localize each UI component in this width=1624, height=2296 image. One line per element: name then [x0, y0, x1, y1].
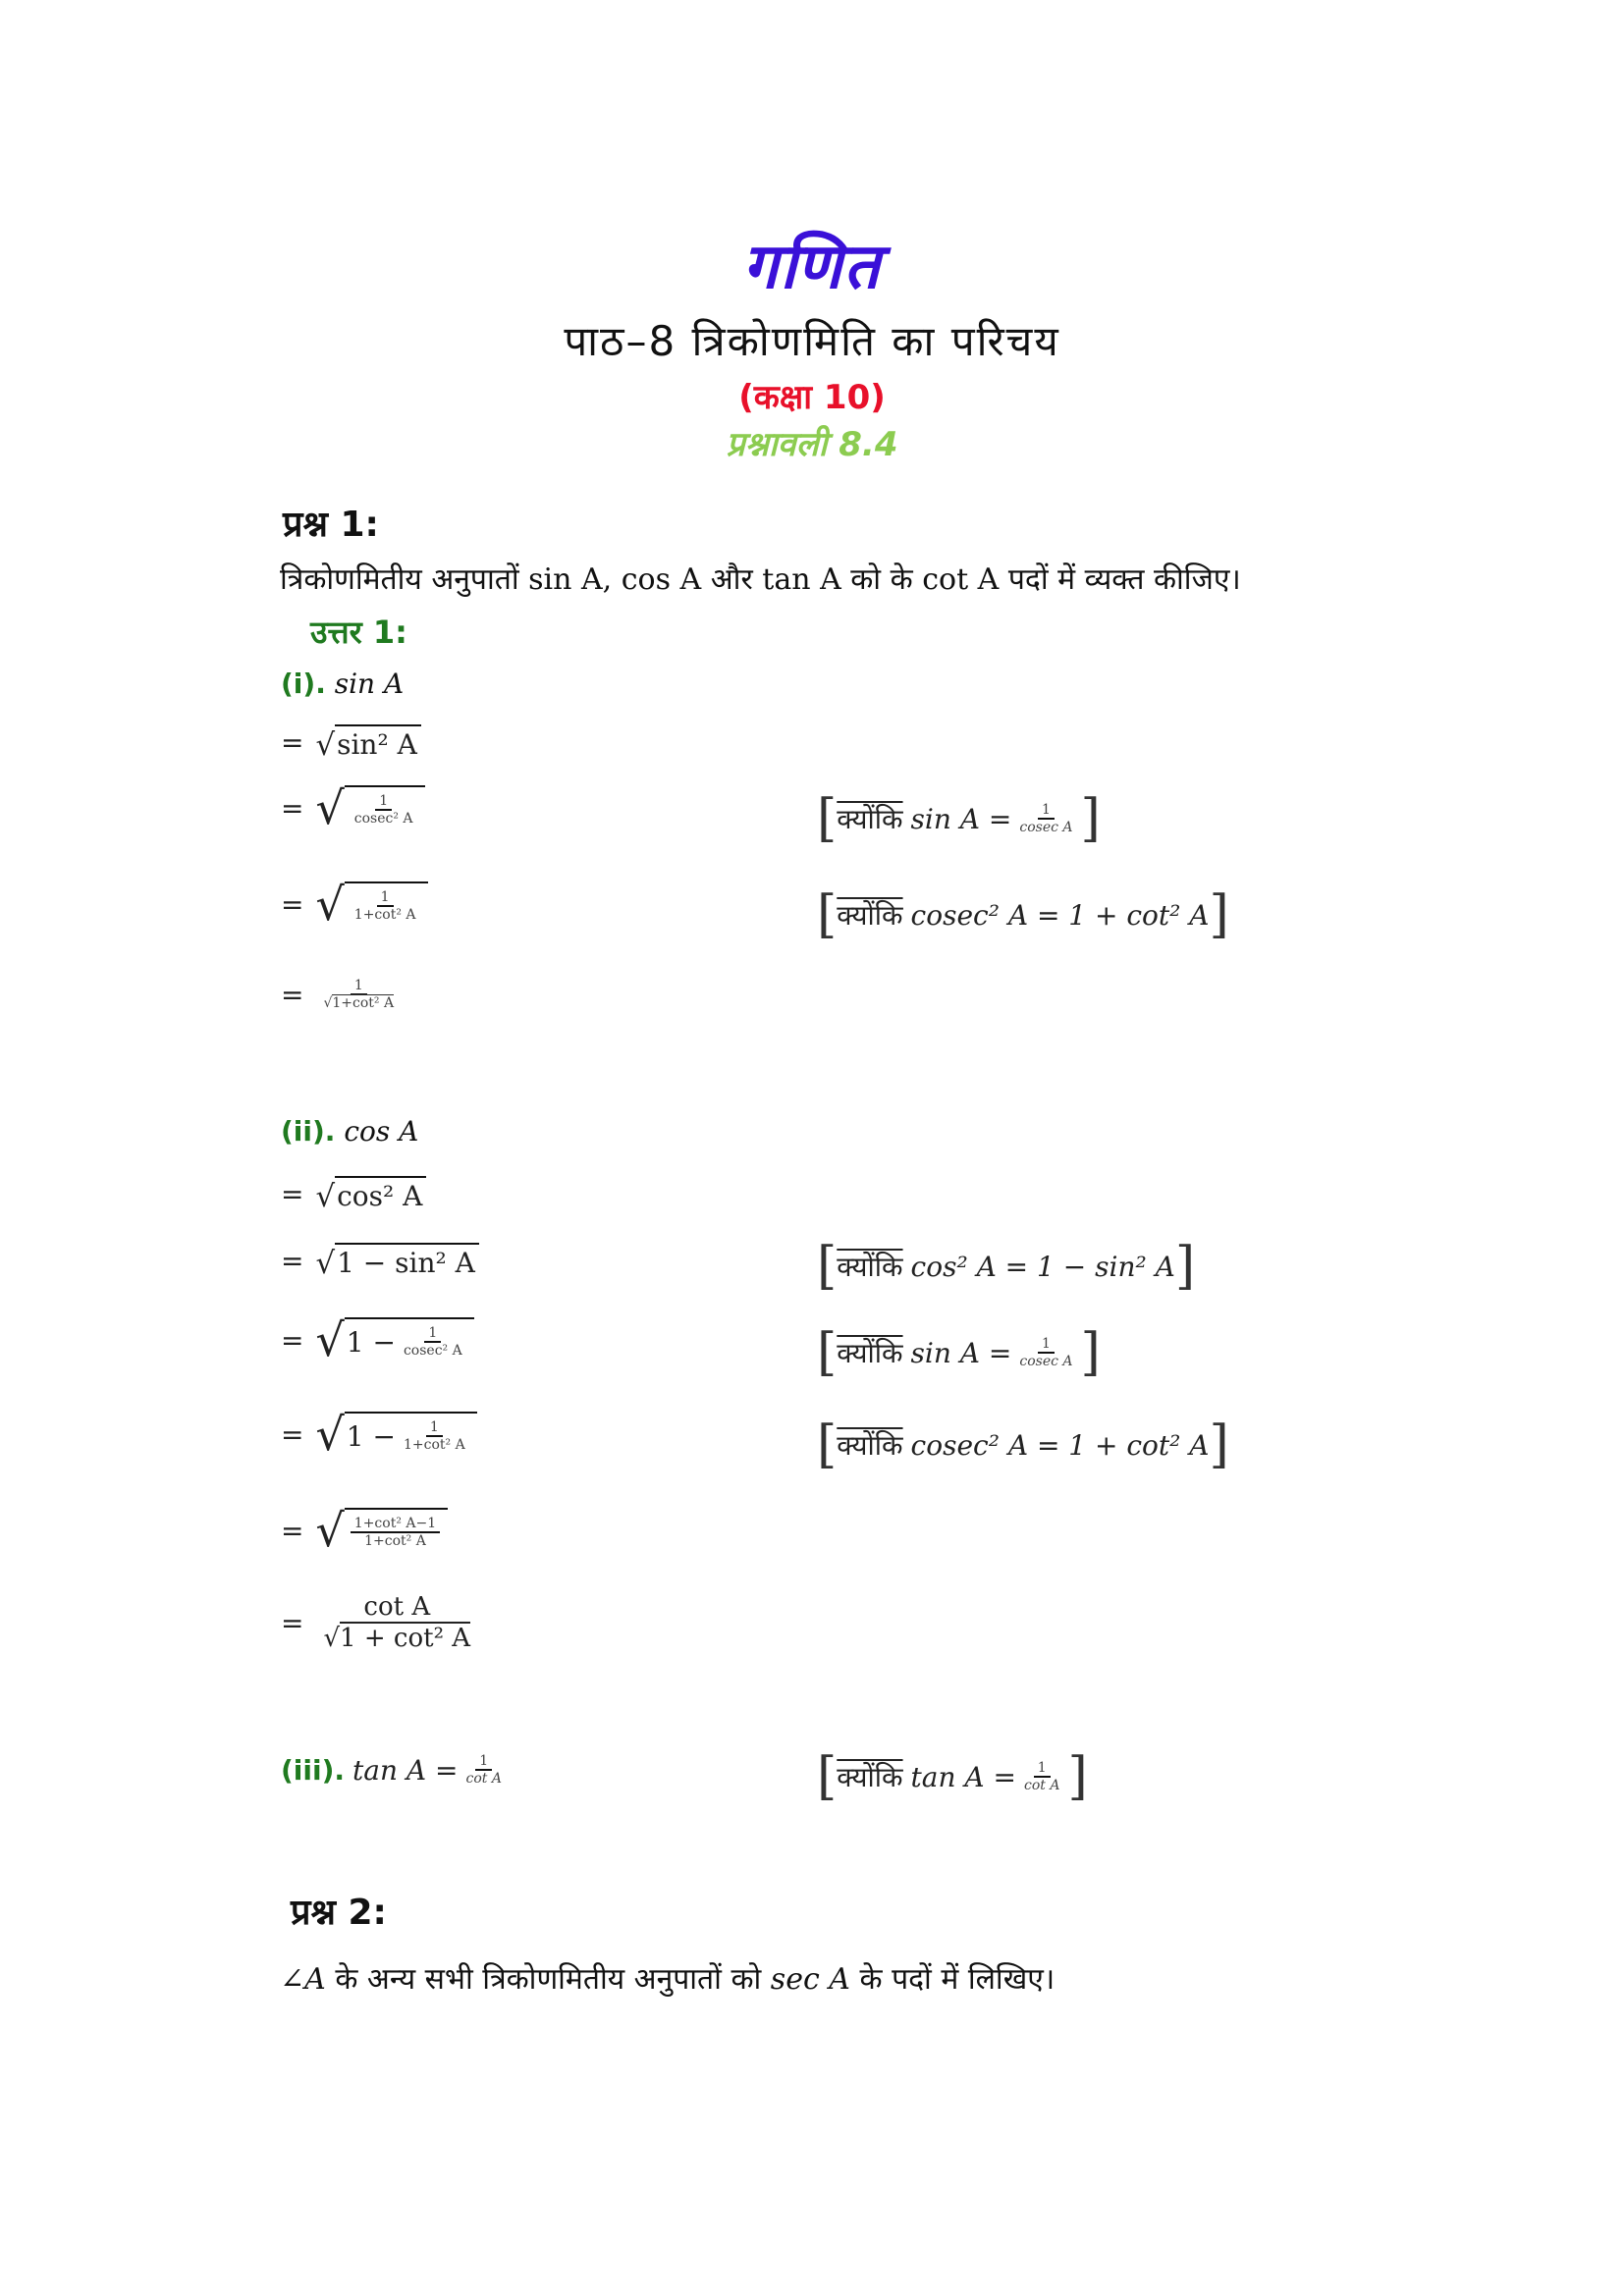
equals-sign: =: [281, 726, 304, 759]
denominator: cosec A: [1019, 820, 1073, 835]
reason-expr: cosec² A = 1 + cot² A: [910, 898, 1210, 932]
radical-sign: √: [315, 1313, 345, 1366]
radical-sign: √: [315, 1179, 336, 1215]
equals-sign: =: [281, 887, 304, 921]
q1-text-b: को के: [840, 562, 923, 597]
denominator: 1+cot² A: [353, 907, 416, 923]
reason-expr: sin A =: [910, 1336, 1012, 1369]
q1-cotA: cot A: [922, 562, 1000, 597]
class-label: (कक्षा 10): [738, 378, 886, 417]
radicand: 1+cot² A: [332, 995, 395, 1011]
reason-expr: cosec² A = 1 + cot² A: [910, 1428, 1210, 1462]
denominator: cot A: [465, 1771, 502, 1787]
chapter-title: पाठ–8 त्रिकोणमिति का परिचय: [564, 317, 1060, 365]
part-i-heading: [281, 667, 404, 700]
part-ii-step-2: [281, 1243, 479, 1282]
question-2-heading: प्रश्न 2:: [291, 1893, 387, 1933]
part-i-expr: sin A: [334, 667, 405, 700]
numerator: 1: [1038, 802, 1055, 820]
part-ii-expr: cos A: [344, 1115, 419, 1148]
sqrt: [315, 724, 420, 764]
angle-A: ∠A: [280, 1962, 326, 1997]
left-bracket: [: [817, 789, 838, 848]
denominator: cosec² A: [403, 1343, 462, 1359]
part-ii-step-4: [281, 1408, 477, 1461]
reason-i-3: [817, 885, 1229, 944]
reason-i-2: [817, 789, 1101, 848]
exercise-label: प्रश्नावली 8.4: [726, 425, 898, 464]
part-ii-step-1: [281, 1176, 426, 1215]
answer-1-heading: उत्तर 1:: [310, 614, 407, 651]
question-1-text: [280, 558, 1241, 598]
denominator: cosec A: [1019, 1354, 1073, 1369]
part-ii-step-3: [281, 1313, 474, 1366]
radicand: sin² A: [335, 724, 421, 761]
radicand: 1 − sin² A: [335, 1243, 479, 1279]
radical-sign: √: [315, 1246, 336, 1282]
numerator: 1: [426, 1419, 443, 1437]
radical-sign: √: [315, 878, 345, 931]
right-bracket: ]: [1174, 1237, 1196, 1296]
denominator: cot A: [1024, 1778, 1060, 1793]
numerator: 1: [424, 1325, 441, 1343]
part-ii-step-5: [281, 1504, 448, 1557]
numerator: 1+cot² A−1: [351, 1516, 440, 1533]
because-label: क्योंकि: [837, 1761, 903, 1793]
q1-text-c: पदों में व्यक्त कीजिए।: [999, 562, 1241, 597]
q1-tanA: tan A: [762, 562, 841, 597]
reason-expr: cos² A = 1 − sin² A: [910, 1250, 1175, 1283]
q1-sinA: sin A,: [528, 562, 613, 597]
part-i-step-2: [281, 781, 425, 834]
one-minus: 1 −: [346, 1419, 396, 1453]
q2-text-b: के पदों में लिखिए।: [849, 1962, 1056, 1997]
numerator: 1: [375, 793, 392, 811]
part-i-step-3: [281, 878, 428, 931]
reason-expr: tan A =: [910, 1760, 1016, 1793]
right-bracket: ]: [1080, 789, 1101, 848]
q2-text-a: के अन्य सभी त्रिकोणमितीय अनुपातों को: [325, 1962, 771, 1997]
question-2-text: [280, 1957, 1055, 1998]
fraction: [351, 793, 417, 827]
numerator: 1: [475, 1753, 492, 1771]
equals-sign: =: [281, 1323, 304, 1357]
one-minus: 1 −: [346, 1325, 396, 1359]
part-i-label: (i).: [281, 667, 326, 700]
right-bracket: ]: [1209, 1415, 1229, 1474]
denominator: cosec² A: [353, 811, 413, 827]
numerator: 1: [351, 978, 367, 995]
reason-expr: sin A =: [910, 802, 1012, 835]
part-ii-step-6: [281, 1592, 478, 1653]
radical-sign: √: [315, 1504, 345, 1557]
left-bracket: [: [817, 1323, 838, 1382]
reason-ii-3: [817, 1323, 1101, 1382]
right-bracket: ]: [1080, 1323, 1101, 1382]
left-bracket: [: [817, 1237, 838, 1296]
radical-sign: √: [323, 1624, 341, 1653]
left-bracket: [: [817, 885, 838, 944]
sqrt: [315, 878, 427, 931]
radical-sign: √: [315, 1408, 345, 1461]
denominator: 1+cot² A: [364, 1533, 426, 1549]
part-iii-expr: tan A =: [352, 1753, 459, 1787]
equals-sign: =: [281, 1417, 304, 1451]
part-ii-heading: [281, 1115, 418, 1148]
part-i-step-4: [281, 978, 402, 1011]
part-iii-label: (iii).: [281, 1753, 346, 1787]
because-label: क्योंकि: [837, 803, 903, 835]
reason-iii: [817, 1747, 1088, 1806]
equals-sign: =: [281, 978, 304, 1011]
denominator: 1+cot² A: [403, 1437, 465, 1453]
question-1-heading: प्रश्न 1:: [283, 505, 379, 545]
radical-sign: √: [315, 727, 336, 764]
equals-sign: =: [281, 1606, 304, 1639]
equals-sign: =: [281, 1178, 304, 1210]
numerator: cot A: [359, 1592, 434, 1624]
because-label: क्योंकि: [837, 899, 903, 932]
numerator: 1: [377, 889, 394, 907]
left-bracket: [: [817, 1415, 838, 1474]
right-bracket: ]: [1209, 885, 1229, 944]
sqrt: [315, 781, 424, 834]
equals-sign: =: [281, 1514, 304, 1547]
numerator: 1: [1038, 1336, 1055, 1354]
radicand: 1 + cot² A: [340, 1624, 471, 1653]
subject-title: गणित: [742, 231, 882, 303]
because-label: क्योंकि: [837, 1337, 903, 1369]
q1-cosA: cos A: [621, 562, 702, 597]
part-iii: [281, 1753, 510, 1787]
q1-text-a: त्रिकोणमितीय अनुपातों: [280, 562, 529, 597]
part-i-step-1: [281, 724, 421, 764]
because-label: क्योंकि: [837, 1429, 903, 1462]
q2-secA: sec A: [770, 1962, 850, 1997]
reason-ii-4: [817, 1415, 1229, 1474]
part-ii-label: (ii).: [281, 1115, 336, 1148]
equals-sign: =: [281, 791, 304, 825]
right-bracket: ]: [1067, 1747, 1088, 1806]
numerator: 1: [1034, 1760, 1051, 1778]
q1-aur: और: [701, 562, 763, 597]
because-label: क्योंकि: [837, 1251, 903, 1283]
radical-sign: √: [323, 995, 333, 1011]
radicand: cos² A: [335, 1176, 426, 1212]
left-bracket: [: [817, 1747, 838, 1806]
reason-ii-2: [817, 1237, 1196, 1296]
equals-sign: =: [281, 1245, 304, 1277]
radical-sign: √: [315, 781, 345, 834]
